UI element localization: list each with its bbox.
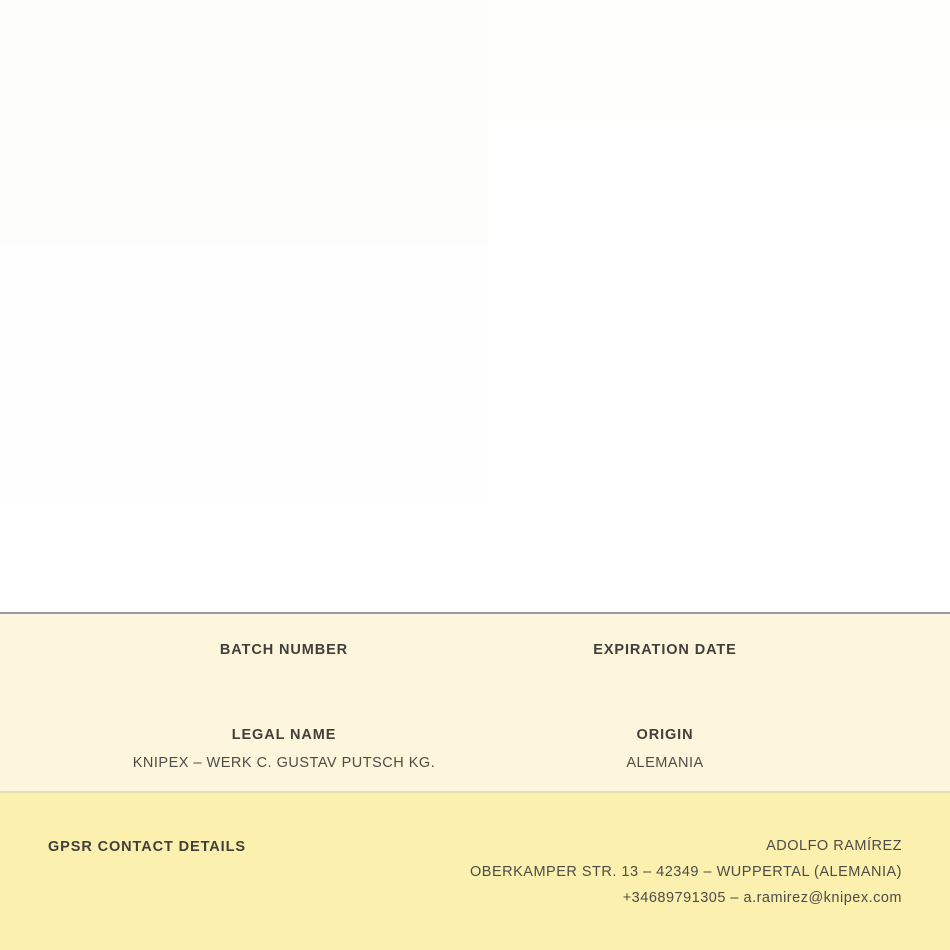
artwork-block-middle-left	[0, 245, 488, 505]
gpsr-contact-name: ADOLFO RAMÍREZ	[766, 838, 902, 854]
artwork-block-top-right	[488, 0, 950, 120]
origin-label: ORIGIN	[636, 727, 694, 743]
gpsr-contact-address: OBERKAMPER STR. 13 – 42349 – WUPPERTAL (ALEMANIA)	[470, 864, 902, 880]
batch-number-label: BATCH NUMBER	[219, 642, 349, 658]
origin-field	[504, 727, 826, 743]
artwork-block-top-left	[0, 0, 488, 245]
gpsr-contact-phone-email: +34689791305 – a.ramirez@knipex.com	[622, 890, 902, 906]
expiration-date-field	[504, 642, 826, 658]
legal-name-value-wrap	[64, 755, 504, 771]
expiration-date-label: EXPIRATION DATE	[593, 642, 737, 658]
gpsr-contact-details	[470, 833, 902, 911]
origin-value: ALEMANIA	[626, 755, 704, 771]
gpsr-contact-band	[0, 793, 950, 950]
legal-name-field	[64, 727, 504, 743]
gpsr-contact-label: GPSR CONTACT DETAILS	[48, 839, 246, 855]
product-details-band	[0, 614, 950, 791]
origin-value-wrap	[504, 755, 826, 771]
batch-number-field	[64, 642, 504, 658]
legal-name-label: LEGAL NAME	[231, 727, 337, 743]
legal-name-value: KNIPEX – WERK C. GUSTAV PUTSCH KG.	[132, 755, 436, 771]
